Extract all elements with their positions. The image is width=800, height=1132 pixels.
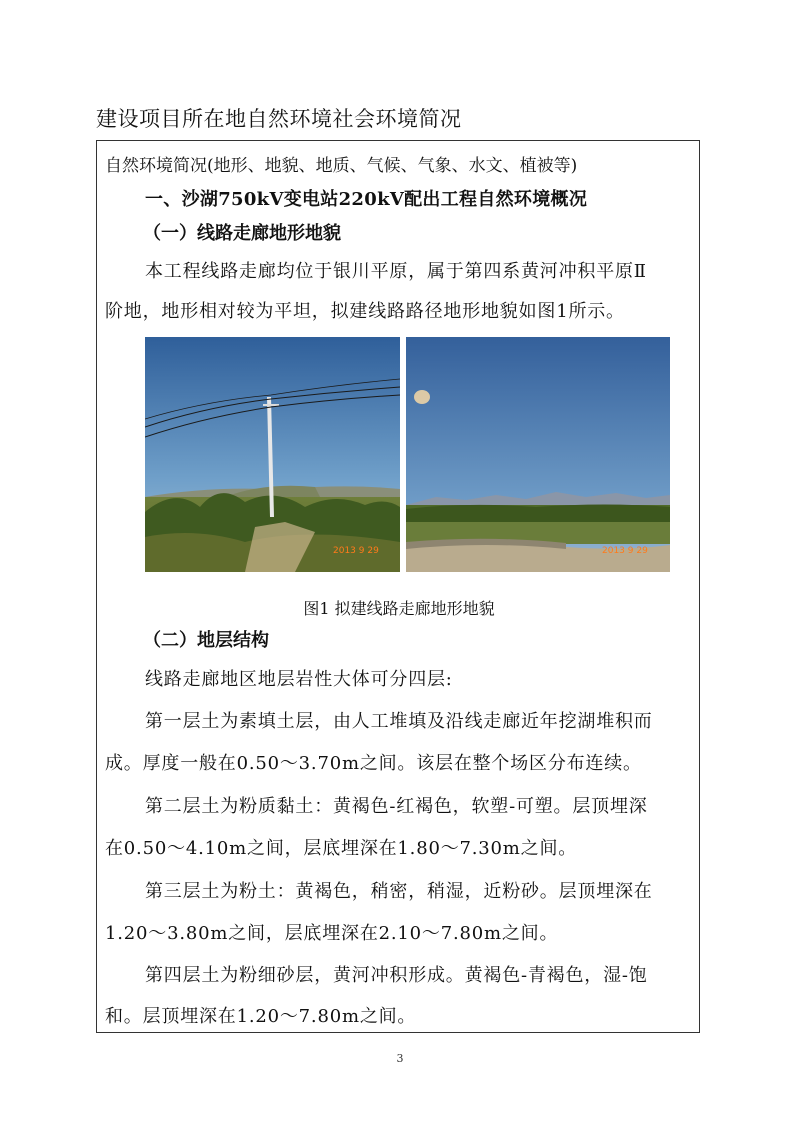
page-number: 3 <box>396 1052 404 1065</box>
terrain-paragraph-line-2: 阶地，地形相对较为平坦，拟建线路路径地形地貌如图1所示。 <box>105 301 625 322</box>
photo-power-line-terrain <box>145 337 400 572</box>
layer-4-line-2: 和。层顶埋深在1.20～7.80m之间。 <box>105 1006 417 1027</box>
section-title: 一、沙湖750kV变电站220kV配出工程自然环境概况 <box>145 189 588 210</box>
layer-3-line-1: 第三层土为粉土：黄褐色，稍密，稍湿，近粉砂。层顶埋深在 <box>145 881 653 902</box>
layer-4-line-1: 第四层土为粉细砂层，黄河冲积形成。黄褐色-青褐色，湿-饱 <box>145 965 648 986</box>
photo-left-date-stamp: 2013 9 29 <box>333 546 379 556</box>
content-frame <box>96 140 700 1033</box>
layer-2-line-2: 在0.50～4.10m之间，层底埋深在1.80～7.30m之间。 <box>105 838 578 859</box>
subsection-title-terrain: （一）线路走廊地形地貌 <box>143 223 341 244</box>
layer-3-line-2: 1.20～3.80m之间，层底埋深在2.10～7.80m之间。 <box>105 923 559 944</box>
terrain-paragraph-line-1: 本工程线路走廊均位于银川平原，属于第四系黄河冲积平原Ⅱ <box>145 261 647 282</box>
strata-intro: 线路走廊地区地层岩性大体可分四层: <box>145 669 453 690</box>
subsection-title-strata: （二）地层结构 <box>143 630 269 651</box>
layer-2-line-1: 第二层土为粉质黏土：黄褐色-红褐色，软塑-可塑。层顶埋深 <box>145 796 648 817</box>
photo-plain-terrain <box>406 337 670 572</box>
layer-1-line-1: 第一层土为素填土层，由人工堆填及沿线走廊近年挖湖堆积而 <box>145 711 653 732</box>
photo-right-date-stamp: 2013 9 29 <box>602 546 648 556</box>
document-title: 建设项目所在地自然环境社会环境简况 <box>96 107 462 131</box>
frame-header: 自然环境简况(地形、地貌、地质、气候、气象、水文、植被等) <box>105 156 578 176</box>
layer-1-line-2: 成。厚度一般在0.50～3.70m之间。该层在整个场区分布连续。 <box>105 753 642 774</box>
figure-caption: 图1 拟建线路走廊地形地貌 <box>303 599 495 618</box>
